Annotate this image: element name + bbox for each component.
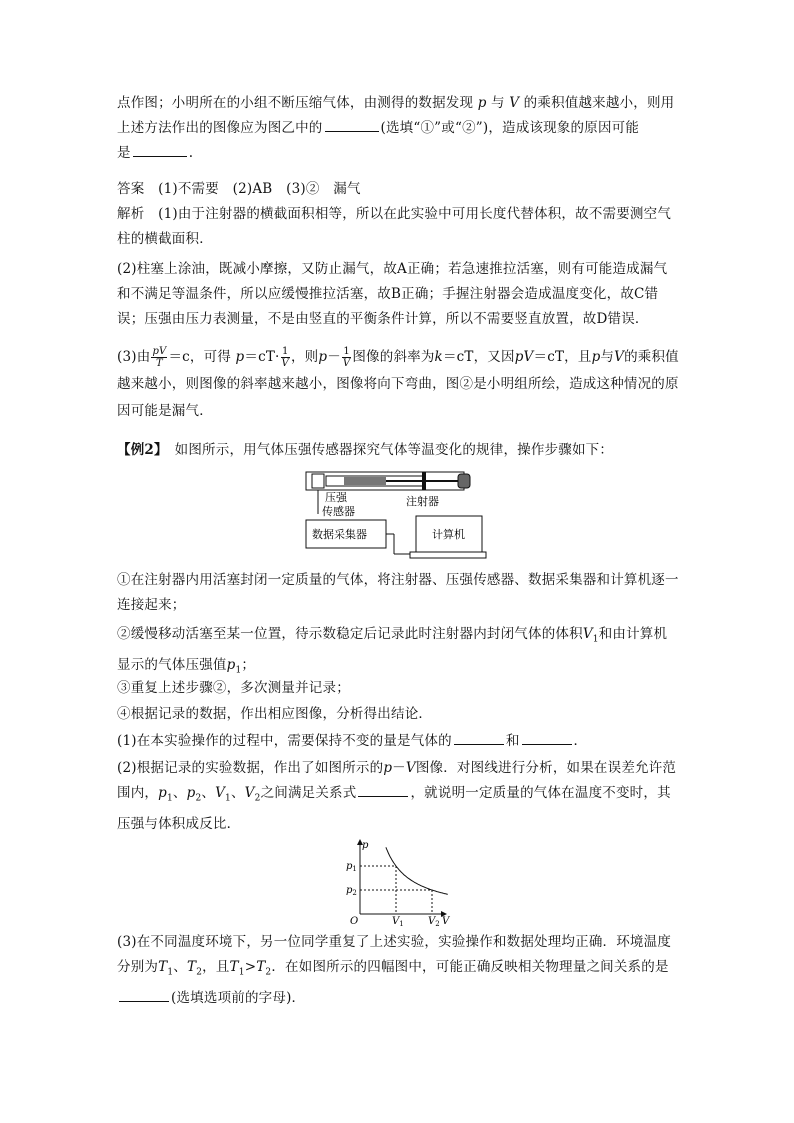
step-1	[117, 568, 679, 618]
x-axis-label: V	[442, 916, 450, 926]
text-segment: (2)根据记录的实验数据，作出了如图所示的	[117, 760, 384, 776]
text-segment: (选填选项前的字母)．	[171, 989, 306, 1006]
text-segment: ＝cT·	[244, 349, 280, 365]
syringe-flange	[422, 472, 426, 490]
analysis-text: (2)柱塞上涂油，既减小摩擦，又防止漏气，故A正确；若急速推拉活塞，则有可能造成漏气和不满足等温条件，所以应缓慢推拉活塞，故B正确；手握注射器会造成温度变化，故C错误；压强由压力表测量，不是由竖直的平衡条件计算，所以不需要竖直放置，故D错误．	[117, 261, 668, 327]
text-segment: 与	[491, 95, 505, 111]
tick-label-v2: $V_2$	[428, 916, 440, 926]
text-segment: (3)由	[117, 349, 151, 365]
answer-blank[interactable]	[358, 783, 408, 797]
answer-blank[interactable]	[325, 118, 379, 132]
text-segment: 和	[505, 733, 520, 749]
text-segment: ＝cT，又因	[442, 349, 515, 365]
answer-label: 答案	[117, 181, 145, 197]
question-1	[117, 729, 679, 754]
pressure-sensor	[312, 474, 324, 488]
text-segment: 的乘积值越来越小，则图像的斜率越来越小，图像将向下弯曲，图②是小明组所绘，造成这种情况的原因可能是漏气．	[117, 349, 679, 419]
analysis-part-1	[117, 202, 679, 252]
analysis-label: 解析	[117, 206, 145, 222]
text-segment: ，且	[202, 959, 230, 975]
fraction-1-over-V: $\frac{1}{V}$	[281, 346, 289, 369]
paragraph-continuation: 点作图；小明所在的小组不断压缩气体，由测得的数据发现 p 与 V 的乘积值越来越小，则用 上述方法作出的图像应为图乙中的 (选填“①”或“②”)，造成该现象的原因可能 是 .	[117, 95, 675, 161]
analysis-text: (1)由于注射器的横截面积相等，所以在此实验中可用长度代替体积，故不需要测空气柱的横截面积．	[117, 206, 672, 247]
origin-label: O	[350, 916, 359, 926]
text-segment: 与	[600, 349, 615, 365]
answer-text: (1)不需要 (2)AB (3)② 漏气	[158, 181, 361, 197]
answer-blank[interactable]	[454, 731, 504, 745]
text-segment: ，则	[290, 349, 319, 365]
text-segment: (选填“①”或“②”)，造成该现象的原因可能	[380, 120, 640, 136]
y-axis-label: p	[362, 840, 369, 851]
step-3	[117, 676, 679, 701]
gas-column	[344, 477, 386, 485]
tick-label-p2: $p_2$	[346, 885, 357, 897]
step-text: ④根据记录的数据，作出相应图像，分析得出结论．	[117, 706, 433, 722]
example-label: 【例2】	[117, 442, 161, 458]
answer-blank[interactable]	[133, 143, 187, 157]
collector-label: 数据采集器	[312, 528, 367, 541]
example-heading	[117, 438, 679, 463]
text-segment: 图像．对图线进行分析，如果在误差允许范围内，	[117, 760, 677, 801]
piston-handle[interactable]	[458, 474, 470, 488]
apparatus-diagram	[298, 468, 494, 564]
text-segment: ＝c，可得	[168, 349, 232, 365]
question-2: (2)根据记录的实验数据，作出了如图所示的p－V图像．对图线进行分析，如果在误差允许范围内，$p_1$、$p_2$、$V_1$、$V_2$之间满足关系式 ，就说明一定质量的气体在温度不变时，其压强与体积成反比．	[117, 760, 677, 832]
fraction-1-over-V: $\frac{1}{V}$	[342, 346, 351, 369]
sensor-label: 传感器	[322, 505, 355, 518]
text-line: 点作图；小明所在的小组不断压缩气体，由测得的数据发现	[117, 95, 474, 111]
analysis-part-2	[117, 257, 679, 332]
question-3: (3)在不同温度环境下，另一位同学重复了上述实验，实验操作和数据处理均正确．环境温度分别为$T_1$、$T_2$，且$T_1>T_2$．在如图所示的四幅图中，可能正确反映相关物理量之间关系的是 (选填选项前的字母)．	[117, 934, 672, 1006]
answer-blank[interactable]	[119, 988, 169, 1002]
tick-label-v1: $V_1$	[392, 916, 404, 926]
fraction-pV-over-T: $\frac{pV}{T}$	[152, 346, 167, 369]
example-text: 如图所示，用气体压强传感器探究气体等温变化的规律，操作步骤如下：	[174, 442, 614, 458]
answer-line	[117, 177, 679, 202]
text-segment: (3)在不同温度环境下，另一位同学重复了上述实验，实验操作和数据处理均正确．环境温度分别为	[117, 934, 672, 975]
computer-label: 计算机	[432, 528, 465, 541]
text-segment: ；	[241, 656, 256, 673]
text-segment: ②缓慢移动活塞至某一位置，待示数稳定后记录此时注射器内封闭气体的体积	[117, 626, 583, 642]
text-segment: ，就说明一定质量的气体在温度不变时，其压强与体积成反比．	[117, 785, 671, 832]
text-segment: .	[188, 145, 194, 161]
text-segment: －	[327, 349, 341, 365]
tick-label-p1: $p_1$	[346, 861, 357, 873]
step-2: ②缓慢移动活塞至某一位置，待示数稳定后记录此时注射器内封闭气体的体积$V_1$和由计算机显示的气体压强值$p_1$；	[117, 626, 668, 676]
text-segment: (1)在本实验操作的过程中，需要保持不变的量是气体的	[117, 733, 452, 749]
text-segment: 和由计算机显示的气体压强值	[117, 626, 668, 673]
step-text: ③重复上述步骤②，多次测量并记录；	[117, 680, 350, 696]
text-segment: ．	[573, 733, 588, 749]
computer-base	[410, 552, 486, 558]
text-segment: 之间满足关系式	[260, 785, 357, 801]
text-segment: 上述方法作出的图像应为图乙中的	[117, 120, 323, 136]
syringe-label: 注射器	[406, 495, 439, 508]
step-text: ①在注射器内用活塞封闭一定质量的气体，将注射器、压强传感器、数据采集器和计算机逐一连接起来；	[117, 572, 679, 613]
step-4	[117, 702, 679, 727]
text-segment: 的乘积值越来越小，则用	[523, 95, 675, 111]
sensor-label: 压强	[325, 491, 347, 504]
text-segment: 图像的斜率为	[352, 349, 435, 365]
text-segment: ．在如图所示的四幅图中，可能正确反映相关物理量之间关系的是	[271, 959, 669, 975]
text-segment: ＝cT，且	[533, 349, 592, 365]
pv-graph	[338, 838, 456, 926]
isotherm-curve	[386, 847, 448, 894]
analysis-part-3: (3)由 $\frac{pV}{T}$ ＝c，可得 p＝cT· $\frac{1}{V}$ ，则p－ $\frac{1}{V}$ 图像的斜率为k＝cT，又因pV＝cT，且p与V的乘积值越来越小，则图像的斜率越来越小，图像将向下弯曲，图②是小明组所绘，造成这种情况的原因可能是漏气．	[117, 346, 679, 419]
text-segment: 是	[117, 145, 131, 161]
answer-blank[interactable]	[522, 731, 572, 745]
